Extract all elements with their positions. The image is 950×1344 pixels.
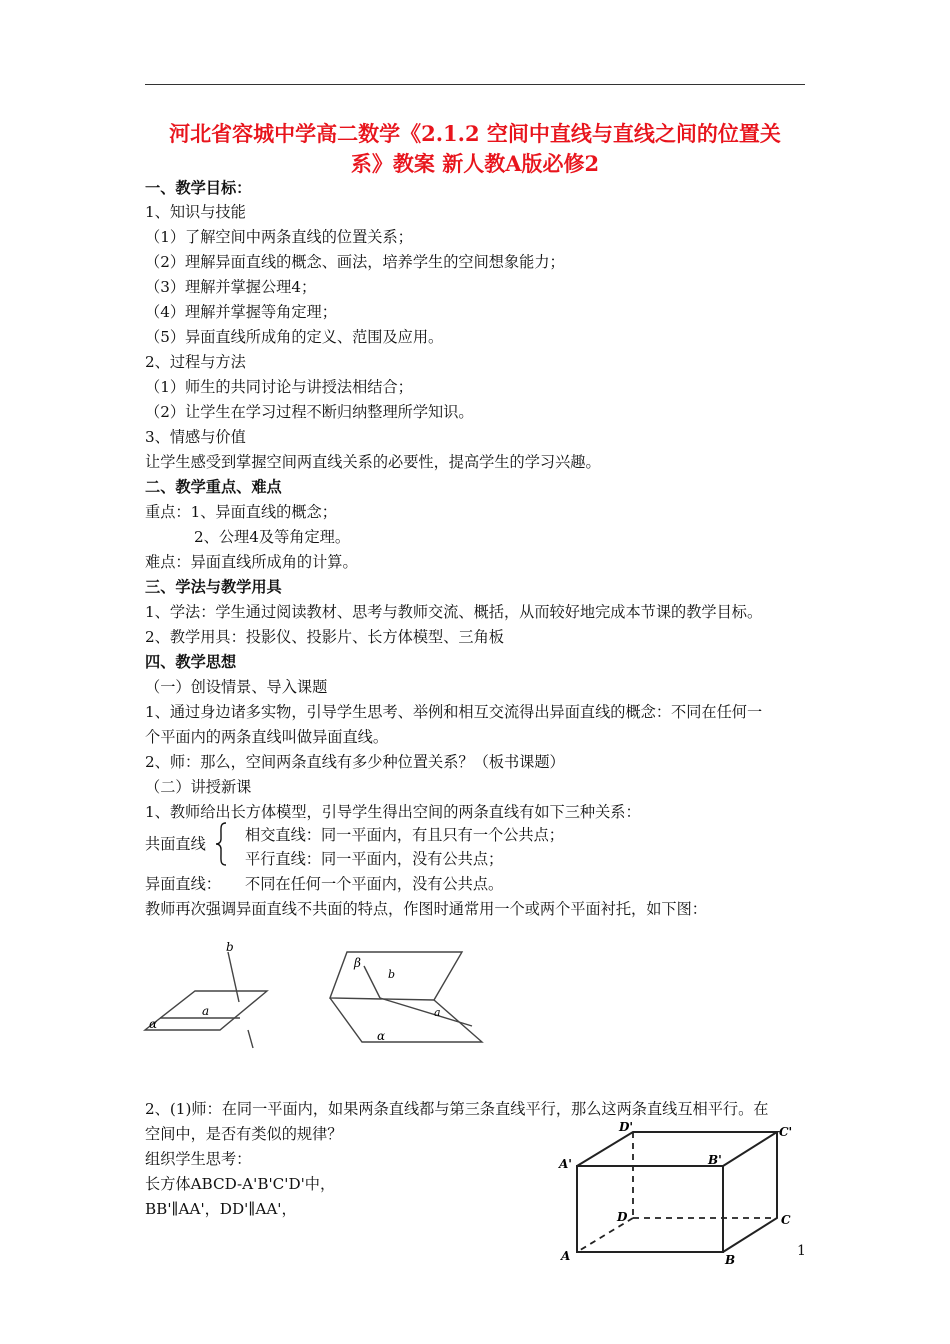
paragraph: 2、(1)师：在同一平面内，如果两条直线都与第三条直线平行，那么这两条直线互相平行。在 — [145, 1100, 769, 1118]
subheading: 2、过程与方法 — [145, 353, 246, 371]
paragraph: 空间中，是否有类似的规律？ — [145, 1125, 343, 1143]
label-beta: β — [354, 956, 361, 970]
label-alpha: α — [149, 1017, 158, 1031]
parallel-lines-def: 平行直线：同一平面内，没有公共点； — [245, 850, 504, 868]
label-a: a — [434, 1006, 441, 1019]
label-alpha: α — [377, 1029, 386, 1043]
label-A1: A' — [559, 1157, 572, 1171]
list-item: （2）理解异面直线的概念、画法，培养学生的空间想象能力； — [145, 253, 565, 271]
label-D: D — [617, 1210, 628, 1224]
label-B: B — [725, 1253, 736, 1267]
paragraph: 教师再次强调异面直线不共面的特点，作图时通常用一个或两个平面衬托，如下图： — [145, 900, 707, 918]
brace-icon — [214, 822, 228, 866]
list-item: （5）异面直线所成角的定义、范围及应用。 — [145, 328, 444, 346]
paragraph: 1、学法：学生通过阅读教材、思考与教师交流、概括，从而较好地完成本节课的教学目标。 — [145, 603, 763, 621]
key-point: 2、公理4及等角定理。 — [194, 528, 351, 546]
list-item: （1）了解空间中两条直线的位置关系； — [145, 228, 413, 246]
subheading: （一）创设情景、导入课题 — [145, 678, 328, 696]
header-rule — [145, 84, 805, 85]
intersecting-lines-def: 相交直线：同一平面内，有且只有一个公共点； — [245, 826, 564, 844]
paragraph: 长方体ABCD-A'B'C'D'中， — [145, 1175, 336, 1193]
page-number: 1 — [797, 1243, 806, 1259]
paragraph: 1、通过身边诸多实物，引导学生思考、举例和相互交流得出异面直线的概念：不同在任何一 — [145, 703, 763, 721]
paragraph: BB'∥AA'，DD'∥AA'， — [145, 1200, 297, 1218]
difficult-point: 难点：异面直线所成角的计算。 — [145, 553, 358, 571]
section-4-heading: 四、教学思想 — [145, 653, 237, 671]
label-C: C — [781, 1213, 791, 1227]
label-D1: D' — [619, 1120, 634, 1134]
figure-two-planes — [322, 942, 492, 1048]
paragraph: 个平面内的两条直线叫做异面直线。 — [145, 728, 388, 746]
coplanar-label: 共面直线 — [145, 835, 206, 853]
list-item: （3）理解并掌握公理4； — [145, 278, 317, 296]
list-item: （1）师生的共同讨论与讲授法相结合； — [145, 378, 413, 396]
paragraph: 2、教学用具：投影仪、投影片、长方体模型、三角板 — [145, 628, 504, 646]
label-b: b — [226, 940, 234, 954]
label-A: A — [561, 1249, 571, 1263]
paragraph: 让学生感受到掌握空间两直线关系的必要性，提高学生的学习兴趣。 — [145, 453, 601, 471]
document-title-line1: 河北省容城中学高二数学《2.1.2 空间中直线与直线之间的位置关 — [169, 121, 781, 146]
skew-lines-label: 异面直线： — [145, 875, 221, 893]
paragraph: 组织学生思考： — [145, 1150, 252, 1168]
list-item: （4）理解并掌握等角定理； — [145, 303, 337, 321]
label-b: b — [388, 968, 396, 981]
section-3-heading: 三、学法与教学用具 — [145, 578, 282, 596]
document-title-line2: 系》教案 新人教A版必修2 — [350, 151, 600, 176]
skew-lines-def: 不同在任何一个平面内，没有公共点。 — [245, 875, 504, 893]
section-2-heading: 二、教学重点、难点 — [145, 478, 282, 496]
subheading: 1、知识与技能 — [145, 203, 246, 221]
key-point: 重点：1、异面直线的概念； — [145, 503, 337, 521]
label-C1: C' — [779, 1125, 793, 1139]
label-B1: B' — [708, 1153, 722, 1167]
subheading: 3、情感与价值 — [145, 428, 246, 446]
paragraph: 2、师：那么，空间两条直线有多少种位置关系？（板书课题） — [145, 753, 565, 771]
figure-cuboid — [555, 1118, 800, 1268]
section-1-heading: 一、教学目标： — [145, 179, 252, 197]
label-a: a — [202, 1004, 210, 1018]
paragraph: 1、教师给出长方体模型，引导学生得出空间的两条直线有如下三种关系： — [145, 803, 641, 821]
list-item: （2）让学生在学习过程不断归纳整理所学知识。 — [145, 403, 474, 421]
figure-one-plane — [140, 938, 280, 1054]
subheading: （二）讲授新课 — [145, 778, 252, 796]
